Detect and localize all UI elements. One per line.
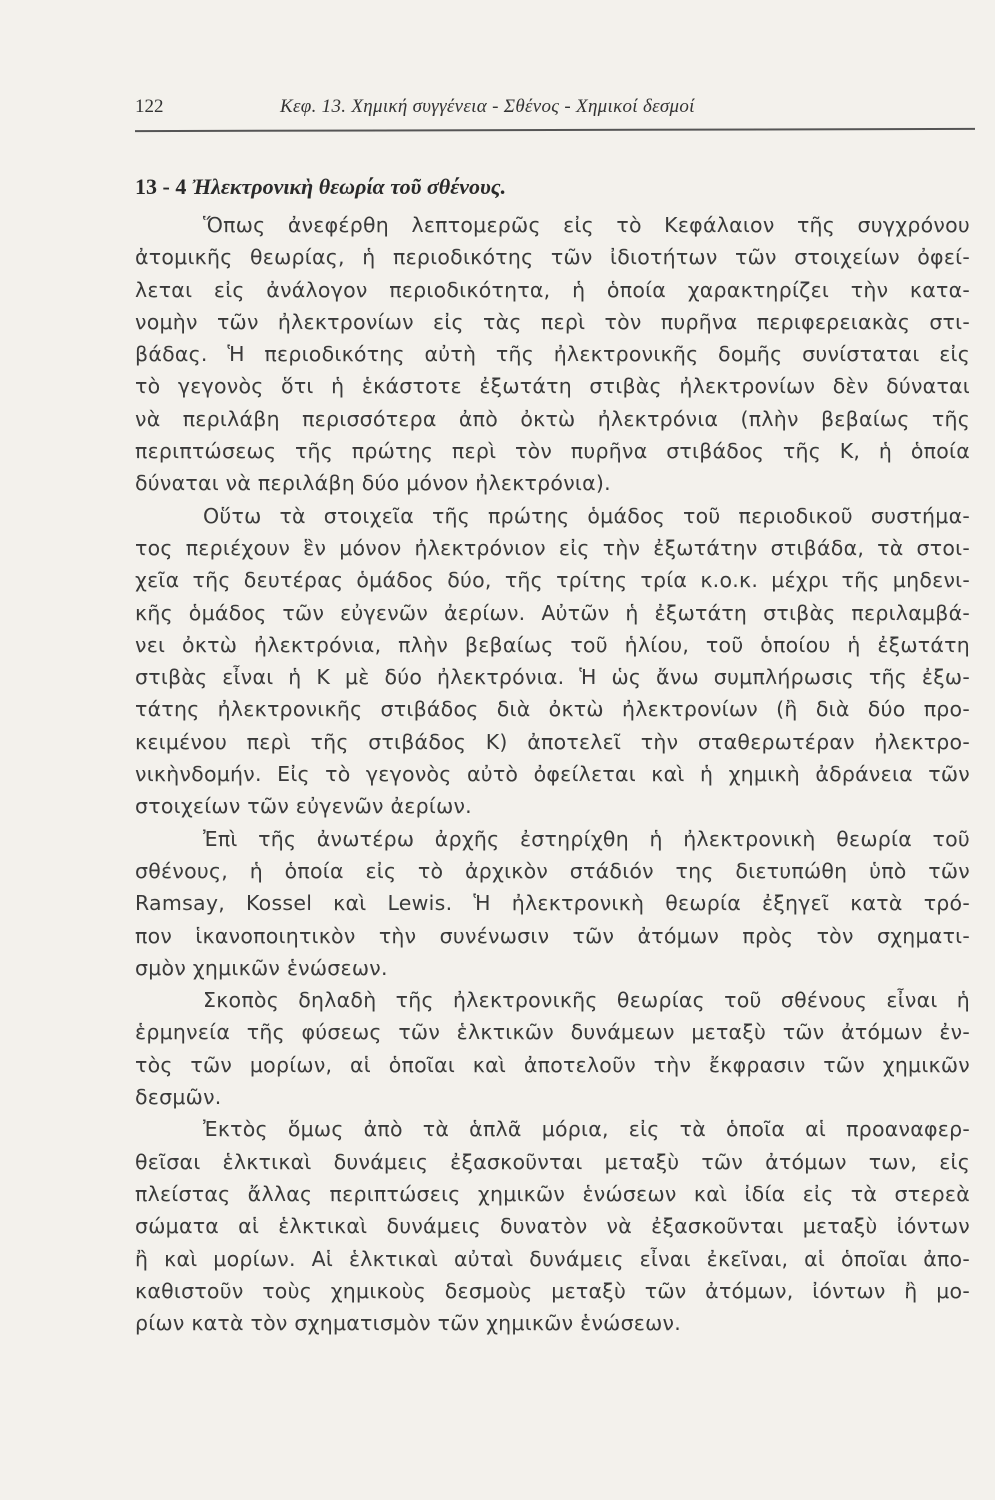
text-line: τὸ γεγονὸς ὅτι ἡ ἑκάστοτε ἐξωτάτη στιβὰς ἠλεκτρονίων δὲν δύναται (135, 374, 970, 399)
text-line: τος περιέχουν ἓν μόνον ἠλεκτρόνιον εἰς τὴν ἐξωτάτην στιβάδα, τὰ στοι- (135, 535, 970, 560)
text-line: θεῖσαι ἑλκτικαὶ δυνάμεις ἐξασκοῦνται μεταξὺ τῶν ἀτόμων των, εἰς (135, 1149, 970, 1174)
text-line: Ramsay, Kossel καὶ Lewis. Ἡ ἠλεκτρονικὴ θεωρία ἐξηγεῖ κατὰ τρό- (135, 891, 970, 916)
text-line: δύναται νὰ περιλάβη δύο μόνον ἠλεκτρόνια). (135, 471, 611, 496)
text-line: ρίων κατὰ τὸν σχηματισμὸν τῶν χημικῶν ἑνώσεων. (135, 1311, 682, 1336)
text-line: τάτης ἠλεκτρονικῆς στιβάδος διὰ ὀκτὼ ἠλεκτρονίων (ἢ διὰ δύο προ- (135, 697, 970, 722)
page-number: 122 (135, 96, 164, 117)
text-line: πον ἱκανοποιητικὸν τὴν συνένωσιν τῶν ἀτόμων πρὸς τὸν σχηματι- (135, 923, 970, 948)
text-line: βάδας. Ἡ περιοδικότης αὐτὴ τῆς ἠλεκτρονικῆς δομῆς συνίσταται εἰς (135, 342, 970, 367)
text-line: ἀτομικῆς θεωρίας, ἡ περιοδικότης τῶν ἰδιοτήτων τῶν στοιχείων ὀφεί- (135, 245, 970, 270)
text-line: Ἐκτὸς ὅμως ἀπὸ τὰ ἁπλᾶ μόρια, εἰς τὰ ὁποῖα αἱ προαναφερ- (203, 1117, 970, 1142)
body-text (135, 209, 970, 1339)
text-line: ἑρμηνεία τῆς φύσεως τῶν ἑλκτικῶν δυνάμεων μεταξὺ τῶν ἀτόμων ἐν- (135, 1020, 970, 1045)
text-line: σθένους, ἡ ὁποία εἰς τὸ ἀρχικὸν στάδιόν της διετυπώθη ὑπὸ τῶν (135, 858, 970, 883)
text-line: πλείστας ἄλλας περιπτώσεις χημικῶν ἑνώσεων καὶ ἰδία εἰς τὰ στερεὰ (135, 1181, 970, 1206)
text-line: Ὅπως ἀνεφέρθη λεπτομερῶς εἰς τὸ Κεφάλαιον τῆς συγχρόνου (203, 213, 970, 237)
section-heading (135, 174, 506, 200)
text-line: Οὕτω τὰ στοιχεῖα τῆς πρώτης ὁμάδος τοῦ περιοδικοῦ συστήμα- (203, 503, 970, 528)
text-line: νὰ περιλάβη περισσότερα ἀπὸ ὀκτὼ ἠλεκτρόνια (πλὴν βεβαίως τῆς (135, 406, 970, 431)
text-line: Σκοπὸς δηλαδὴ τῆς ἠλεκτρονικῆς θεωρίας τοῦ σθένους εἶναι ἡ (203, 988, 970, 1013)
text-line: σμὸν χημικῶν ἑνώσεων. (135, 955, 388, 980)
text-line: στιβὰς εἶναι ἡ K μὲ δύο ἠλεκτρόνια. Ἡ ὡς ἄνω συμπλήρωσις τῆς ἐξω- (135, 665, 970, 690)
text-line: σώματα αἱ ἑλκτικαὶ δυνάμεις δυνατὸν νὰ ἐξασκοῦνται μεταξὺ ἰόντων (135, 1214, 970, 1239)
text-line: τὸς τῶν μορίων, αἱ ὁποῖαι καὶ ἀποτελοῦν τὴν ἔκφρασιν τῶν χημικῶν (135, 1052, 970, 1077)
text-line: λεται εἰς ἀνάλογον περιοδικότητα, ἡ ὁποία χαρακτηρίζει τὴν κατα- (135, 277, 970, 302)
text-line: δεσμῶν. (135, 1085, 222, 1110)
text-line: ἢ καὶ μορίων. Αἱ ἑλκτικαὶ αὐταὶ δυνάμεις εἶναι ἐκεῖναι, αἱ ὁποῖαι ἀπο- (135, 1246, 970, 1271)
text-line: περιπτώσεως τῆς πρώτης περὶ τὸν πυρῆνα στιβάδος τῆς K, ἡ ὁποία (135, 439, 970, 464)
text-line: Ἐπὶ τῆς ἀνωτέρω ἀρχῆς ἐστηρίχθη ἡ ἠλεκτρονικὴ θεωρία τοῦ (203, 826, 970, 851)
text-line: στοιχείων τῶν εὐγενῶν ἀερίων. (135, 794, 472, 819)
text-line: κῆς ὁμάδος τῶν εὐγενῶν ἀερίων. Αὐτῶν ἡ ἐξωτάτη στιβὰς περιλαμβά- (135, 600, 970, 625)
text-line: κειμένου περὶ τῆς στιβάδος K) ἀποτελεῖ τὴν σταθερωτέραν ἠλεκτρο- (135, 729, 970, 754)
text-line: νομὴν τῶν ἠλεκτρονίων εἰς τὰς περὶ τὸν πυρῆνα περιφερειακὰς στι- (135, 309, 970, 334)
section-title: Ἠλεκτρονικὴ θεωρία τοῦ σθένους. (191, 174, 507, 199)
text-line: νει ὀκτὼ ἠλεκτρόνια, πλὴν βεβαίως τοῦ ἡλίου, τοῦ ὁποίου ἡ ἐξωτάτη (135, 632, 970, 657)
text-line: νικὴνδομήν. Εἰς τὸ γεγονὸς αὐτὸ ὀφείλεται καὶ ἡ χημικὴ ἀδράνεια τῶν (135, 762, 970, 787)
text-line: χεῖα τῆς δευτέρας ὁμάδος δύο, τῆς τρίτης τρία κ.ο.κ. μέχρι τῆς μηδενι- (135, 568, 970, 593)
running-title: Κεφ. 13. Χημική συγγένεια - Σθένος - Χημικοί δεσμοί (280, 96, 695, 117)
text-line: καθιστοῦν τοὺς χημικοὺς δεσμοὺς μεταξὺ τῶν ἀτόμων, ἰόντων ἢ μο- (135, 1278, 970, 1303)
section-number: 13 - 4 (135, 174, 187, 199)
header-rule (135, 128, 975, 132)
